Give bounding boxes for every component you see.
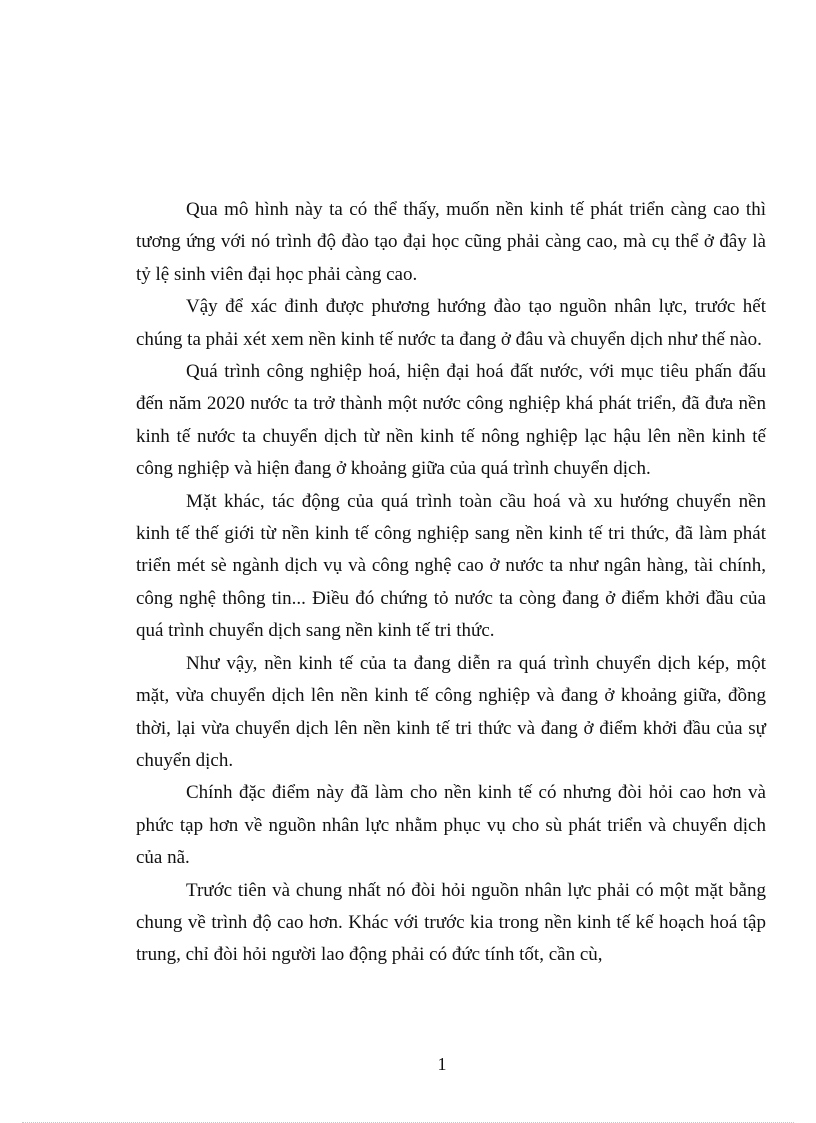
paragraph-5: Như vậy, nền kinh tế của ta đang diễn ra quá trình chuyển dịch kép, một mặt, vừa chuyển dịch lên nền kinh tế công nghiệp và đang ở khoảng giữa, đồng thời, lại vừa chuyển dịch lên nền kinh tế tri thức và đang ở điểm khởi đầu của sự chuyển dịch.: [136, 652, 766, 771]
paragraph-2: Vậy để xác đinh được phương hướng đào tạo nguồn nhân lực, trước hết chúng ta phải xét xem nền kinh tế nước ta đang ở đâu và chuyển dịch như thế nào.: [136, 296, 766, 350]
paragraph-6: Chính đặc điểm này đã làm cho nền kinh tế có nhưng đòi hỏi cao hơn và phức tạp hơn về nguồn nhân lực nhằm phục vụ cho sù phát triển và chuyển dịch của nã.: [136, 782, 766, 869]
paragraph-1: Qua mô hình này ta có thể thấy, muốn nền kinh tế phát triển càng cao thì tương ứng với nó trình độ đào tạo đại học cũng phải càng cao, mà cụ thể ở đây là tỷ lệ sinh viên đại học phải càng cao.: [136, 199, 766, 285]
paragraph-3: Quá trình công nghiệp hoá, hiện đại hoá đất nước, với mục tiêu phấn đấu đến năm 2020 nước ta trở thành một nước công nghiệp khá phát triển, đã đưa nền kinh tế nước ta chuyển dịch từ nền kinh tế nông nghiệp lạc hậu lên nền kinh tế công nghiệp và hiện đang ở khoảng giữa của quá trình chuyển dịch.: [136, 361, 766, 480]
paragraph-7: Trước tiên và chung nhất nó đòi hỏi nguồn nhân lực phải có một mặt bằng chung về trình độ cao hơn. Khác với trước kia trong nền kinh tế kế hoạch hoá tập trung, chỉ đòi hỏi người lao động phải có đức tính tốt, cần cù,: [136, 879, 766, 966]
document-body: [136, 194, 766, 972]
page-number: 1: [437, 1054, 447, 1074]
paragraph-4: Mặt khác, tác động của quá trình toàn cầu hoá và xu hướng chuyển nền kinh tế thế giới từ nền kinh tế công nghiệp sang nền kinh tế tri thức, đã làm phát triển mét sè ngành dịch vụ và công nghệ cao ở nước ta như ngân hàng, tài chính, công nghệ thông tin... Điều đó chứng tỏ nước ta còng đang ở điểm khởi đầu của quá trình chuyển dịch sang nền kinh tế tri thức.: [136, 490, 766, 642]
